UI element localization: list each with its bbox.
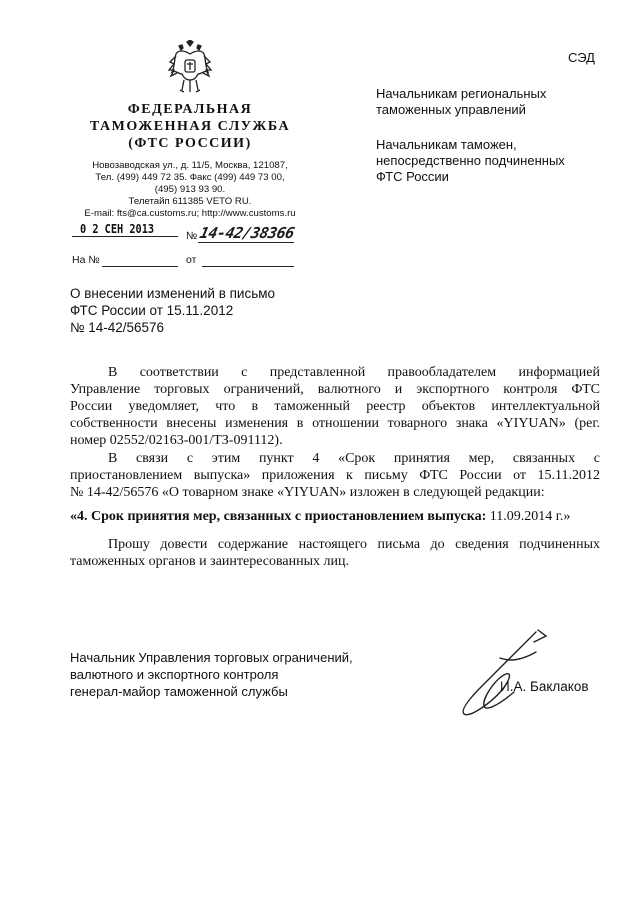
subject-line2: ФТС России от 15.11.2012: [70, 303, 234, 318]
recipient-group2-line2: непосредственно подчиненных: [376, 153, 565, 168]
outgoing-number: 14-42/38366: [198, 224, 296, 242]
incoming-underline: [102, 254, 178, 267]
amended-item: [70, 508, 600, 526]
body-p2-line2: приостановлением выпуска» приложения к письму ФТС России от 15.11.2012: [70, 468, 600, 483]
amended-item-date: 11.09.2014 г.»: [486, 509, 571, 524]
signer-position-line2: валютного и экспортного контроля: [70, 667, 279, 682]
subject-line1: О внесении изменений в письмо: [70, 286, 276, 301]
date-underline: [72, 224, 178, 237]
amended-item-text: «4. Срок принятия мер, связанных с приостановлением выпуска:: [70, 509, 487, 524]
email-line: E-mail: fts@ca.customs.ru; http://www.customs.ru: [84, 208, 296, 219]
recipient-group1-line2: таможенных управлений: [376, 102, 526, 117]
body-p1-line2: Управление торговых ограничений, валютного и экспортного контроля ФТС: [70, 382, 600, 397]
body-p1-line4: собственности внесены изменения в отношении товарного знака «YIYUAN» (рег.: [70, 416, 600, 431]
from-label: от: [186, 254, 197, 266]
org-line1: ФЕДЕРАЛЬНАЯ: [127, 102, 253, 117]
from-underline: [202, 254, 294, 267]
recipient-group2-line1: Начальникам таможен,: [376, 137, 517, 152]
body-p3-line1: Прошу довести содержание настоящего письма до сведения подчиненных: [108, 537, 600, 552]
org-line3: (ФТС РОССИИ): [128, 136, 252, 151]
address-line3: (495) 913 93 90.: [154, 184, 226, 195]
incoming-label: На №: [72, 254, 100, 266]
address-line1: Новозаводская ул., д. 11/5, Москва, 121087,: [92, 160, 288, 171]
subject-line3: № 14-42/56576: [70, 320, 165, 335]
date-stamp: 0 2 СЕН 2013: [80, 221, 155, 236]
body-p1-line5: номер 02552/02163-001/ТЗ-091112).: [70, 433, 283, 448]
org-line2: ТАМОЖЕННАЯ СЛУЖБА: [89, 119, 291, 134]
recipient-group1-line1: Начальникам региональных: [376, 86, 547, 101]
body-p2-line1: В связи с этим пункт 4 «Срок принятия мер, связанных с: [108, 451, 600, 466]
number-label: №: [186, 230, 198, 242]
address-line2: Тел. (499) 449 72 35. Факс (499) 449 73 00,: [95, 172, 285, 183]
body-p1-line3: России уведомляет, что в таможенный реестр объектов интеллектуальной: [70, 399, 600, 414]
teletype-line: Телетайп 611385 VETO RU.: [128, 196, 252, 207]
recipient-group2-line3: ФТС России: [376, 169, 449, 184]
double-headed-eagle-emblem-icon: [168, 40, 212, 96]
body-p3-line2: таможенных органов и заинтересованных лиц.: [70, 554, 349, 569]
signer-position-line3: генерал-майор таможенной службы: [70, 684, 288, 699]
sed-mark: СЭД: [568, 50, 595, 65]
body-p2-line3: № 14-42/56576 «О товарном знаке «YIYUAN» изложен в следующей редакции:: [70, 485, 545, 500]
body-p1-line1: В соответствии с представленной правообладателем информацией: [108, 365, 600, 380]
handwritten-signature-icon: [440, 628, 570, 720]
signer-position-line1: Начальник Управления торговых ограничений,: [70, 650, 353, 665]
signer-name: И.А. Баклаков: [500, 679, 589, 694]
